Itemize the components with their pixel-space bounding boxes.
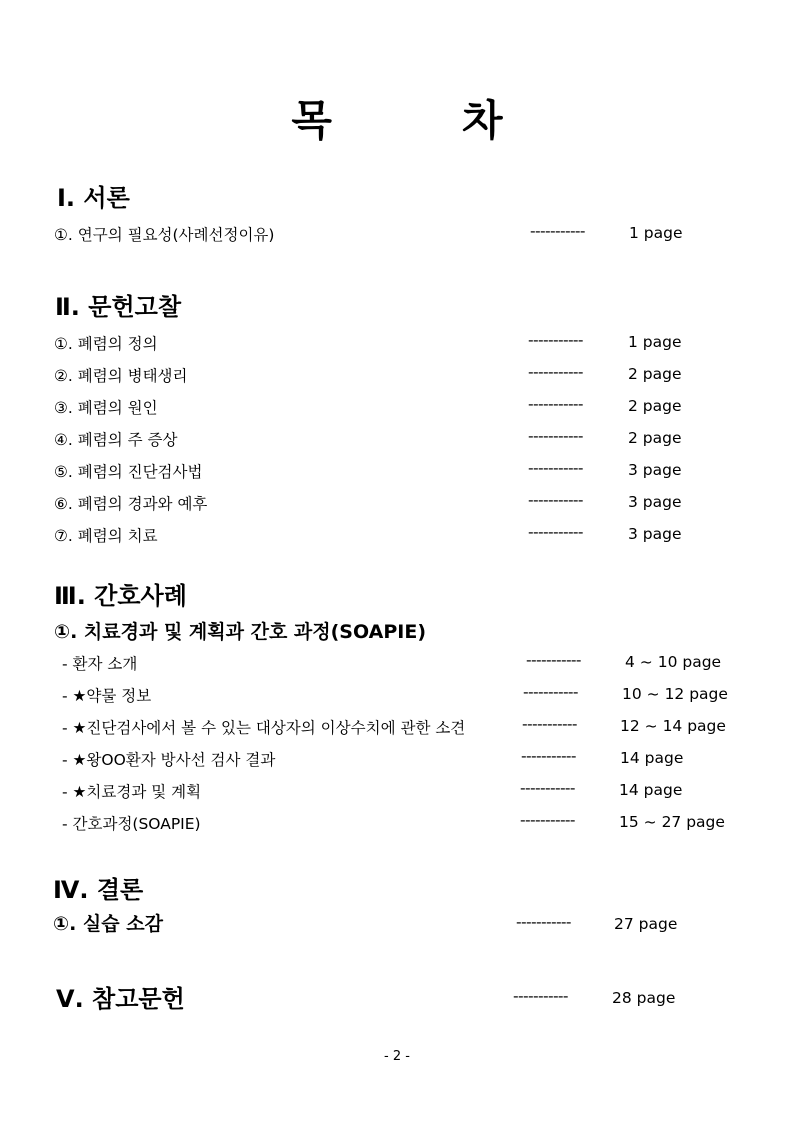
toc-item-label: ②. 폐렴의 병태생리 [54,367,188,385]
title-part-2: 차 [462,96,503,145]
toc-item-label: - 환자 소개 [62,655,138,673]
toc-item-dashes: ----------- [528,331,583,349]
toc-item-label: - ★진단검사에서 볼 수 있는 대상자의 이상수치에 관한 소견 [62,719,466,737]
subsection-heading: ①. 치료경과 및 계획과 간호 과정(SOAPIE) [54,621,426,643]
toc-item-label: ⑤. 폐렴의 진단검사법 [54,463,203,481]
toc-item-dashes: ----------- [528,523,583,541]
section-heading-nursing-case: Ⅲ. 간호사례 [54,582,187,610]
toc-item-dashes: ----------- [520,779,575,797]
toc-item-label: - ★치료경과 및 계획 [62,783,202,801]
toc-item-page: 3 page [628,461,682,479]
toc-item-page: 14 page [619,781,683,799]
toc-item-dashes: ----------- [528,459,583,477]
page-number: - 2 - [384,1049,410,1064]
toc-item-dashes: ----------- [528,491,583,509]
toc-item-dashes: ----------- [516,913,571,931]
toc-item-dashes: ----------- [521,747,576,765]
toc-item-dashes: ----------- [522,715,577,733]
toc-item-dashes: ----------- [520,811,575,829]
toc-item-dashes: ----------- [528,395,583,413]
toc-item-dashes: ----------- [513,987,568,1005]
toc-item-page: 2 page [628,429,682,447]
toc-item-page: 28 page [612,989,676,1007]
toc-item-label: ①. 실습 소감 [53,913,163,935]
section-heading-intro: Ⅰ. 서론 [57,184,130,212]
title-part-1: 목 [291,96,332,145]
toc-item-page: 3 page [628,493,682,511]
toc-item-page: 2 page [628,365,682,383]
toc-item-label: ①. 폐렴의 정의 [54,335,158,353]
toc-item-label: - ★약물 정보 [62,687,152,705]
toc-item-label: ③. 폐렴의 원인 [54,399,158,417]
toc-item-page: 4 ~ 10 page [625,653,722,671]
toc-item-dashes: ----------- [528,427,583,445]
toc-item-page: 1 page [628,333,682,351]
toc-item-label: - 간호과정(SOAPIE) [62,815,201,833]
toc-item-label: ⑥. 폐렴의 경과와 예후 [54,495,208,513]
toc-item-page: 3 page [628,525,682,543]
toc-item-dashes: ----------- [526,651,581,669]
toc-item-page: 2 page [628,397,682,415]
toc-item-page: 12 ~ 14 page [620,717,726,735]
toc-item-label: ⑦. 폐렴의 치료 [54,527,158,545]
section-heading-references: Ⅴ. 참고문헌 [56,985,185,1013]
toc-item-page: 10 ~ 12 page [622,685,728,703]
toc-item-page: 15 ~ 27 page [619,813,725,831]
toc-item-dashes: ----------- [528,363,583,381]
section-heading-conclusion: Ⅳ. 결론 [53,876,144,904]
toc-item-label: - ★왕OO환자 방사선 검사 결과 [62,751,276,769]
page-title [0,88,794,148]
toc-item-label: ①. 연구의 필요성(사례선정이유) [54,226,275,244]
toc-item-page: 1 page [629,224,683,242]
section-heading-literature: Ⅱ. 문헌고찰 [55,293,182,321]
toc-item-dashes: ----------- [530,222,585,240]
toc-item-dashes: ----------- [523,683,578,701]
toc-item-label: ④. 폐렴의 주 증상 [54,431,178,449]
toc-item-page: 27 page [614,915,678,933]
toc-item-page: 14 page [620,749,684,767]
